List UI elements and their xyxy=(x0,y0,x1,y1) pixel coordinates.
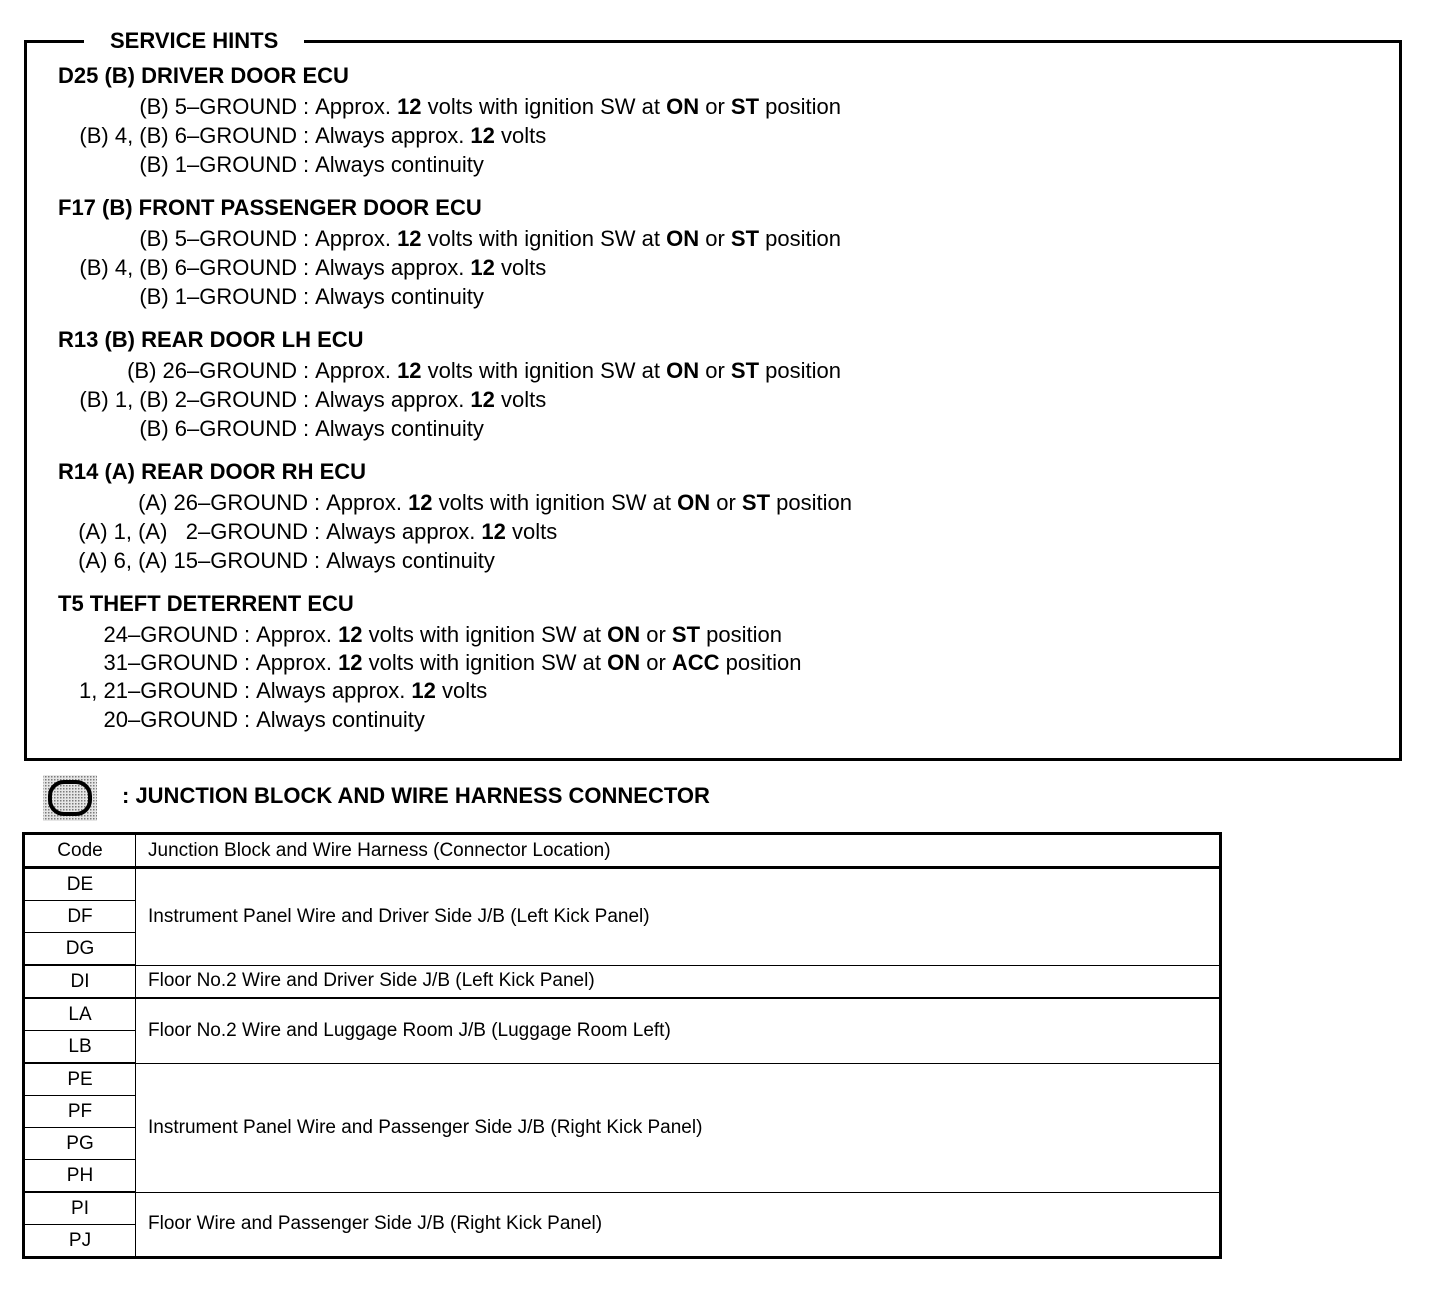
table-row xyxy=(24,998,1221,1031)
section-title-d25: D25 (B) DRIVER DOOR ECU xyxy=(58,63,349,88)
legend-label: : JUNCTION BLOCK AND WIRE HARNESS CONNECTOR xyxy=(122,783,710,808)
hint-line: (B) 4, (B) 6–GROUND : Always approx. 12 volts xyxy=(62,121,546,150)
location-cell: Floor Wire and Passenger Side J/B (Right Kick Panel) xyxy=(136,1192,1221,1258)
location-cell: Floor No.2 Wire and Luggage Room J/B (Luggage Room Left) xyxy=(136,998,1221,1063)
service-hints-title: SERVICE HINTS xyxy=(84,26,304,56)
pin-spec: (B) 1–GROUND xyxy=(139,284,297,309)
section-title-t5: T5 THEFT DETERRENT ECU xyxy=(58,591,354,616)
section-title-f17: F17 (B) FRONT PASSENGER DOOR ECU xyxy=(58,195,482,220)
code-cell: PF xyxy=(24,1096,136,1128)
pin-spec: (B) 4, (B) 6–GROUND xyxy=(79,123,297,148)
hint-line: 24–GROUND : Approx. 12 volts with ignition SW at ON or ST position xyxy=(62,620,782,649)
pin-spec: 31–GROUND xyxy=(103,650,238,675)
hint-line: 1, 21–GROUND : Always approx. 12 volts xyxy=(62,676,487,705)
location-column-header: Junction Block and Wire Harness (Connector Location) xyxy=(136,834,1221,868)
code-cell: PI xyxy=(24,1192,136,1225)
location-cell: Instrument Panel Wire and Driver Side J/B (Left Kick Panel) xyxy=(136,868,1221,966)
hint-line: (B) 1, (B) 2–GROUND : Always approx. 12 volts xyxy=(62,385,546,414)
table-row xyxy=(24,1063,1221,1096)
code-cell: LB xyxy=(24,1031,136,1064)
code-cell: PE xyxy=(24,1063,136,1096)
connector-symbol-icon xyxy=(42,773,98,823)
pin-spec: (A) 26–GROUND xyxy=(138,490,308,515)
code-cell: PH xyxy=(24,1160,136,1193)
code-cell: PG xyxy=(24,1128,136,1160)
location-cell: Floor No.2 Wire and Driver Side J/B (Left Kick Panel) xyxy=(136,965,1221,998)
pin-spec: (B) 1–GROUND xyxy=(139,152,297,177)
code-cell: DF xyxy=(24,901,136,933)
hint-line: (B) 26–GROUND : Approx. 12 volts with ignition SW at ON or ST position xyxy=(62,356,841,385)
code-cell: LA xyxy=(24,998,136,1031)
table-header-row xyxy=(24,834,1221,868)
pin-spec: (B) 1, (B) 2–GROUND xyxy=(79,387,297,412)
pin-spec: 24–GROUND xyxy=(103,622,238,647)
pin-spec: 20–GROUND xyxy=(103,707,238,732)
pin-spec: (A) 1, (A) 2–GROUND xyxy=(78,519,308,544)
hint-line: (B) 4, (B) 6–GROUND : Always approx. 12 volts xyxy=(62,253,546,282)
connector-table xyxy=(22,832,1222,1259)
hint-line: (B) 5–GROUND : Approx. 12 volts with ignition SW at ON or ST position xyxy=(62,92,841,121)
table-row xyxy=(24,965,1221,998)
hint-line: (B) 5–GROUND : Approx. 12 volts with ignition SW at ON or ST position xyxy=(62,224,841,253)
section-title-r14: R14 (A) REAR DOOR RH ECU xyxy=(58,459,367,484)
code-cell: DE xyxy=(24,868,136,901)
code-cell: DI xyxy=(24,965,136,998)
pin-spec: (B) 4, (B) 6–GROUND xyxy=(79,255,297,280)
table-row xyxy=(24,868,1221,901)
pin-spec: (B) 6–GROUND xyxy=(139,416,297,441)
hint-line: 20–GROUND : Always continuity xyxy=(62,705,425,734)
pin-spec: 1, 21–GROUND xyxy=(79,678,238,703)
hint-line: (B) 1–GROUND : Always continuity xyxy=(62,150,484,179)
pin-spec: (A) 6, (A) 15–GROUND xyxy=(78,548,308,573)
hint-line: (A) 6, (A) 15–GROUND : Always continuity xyxy=(62,546,495,575)
code-cell: PJ xyxy=(24,1225,136,1258)
hint-line: (B) 1–GROUND : Always continuity xyxy=(62,282,484,311)
code-column-header: Code xyxy=(24,834,136,868)
table-row xyxy=(24,1192,1221,1225)
hint-line: 31–GROUND : Approx. 12 volts with ignition SW at ON or ACC position xyxy=(62,648,802,677)
connector-legend xyxy=(42,773,842,823)
pin-spec: (B) 5–GROUND xyxy=(139,94,297,119)
pin-spec: (B) 26–GROUND xyxy=(127,358,297,383)
hint-line: (A) 1, (A) 2–GROUND : Always approx. 12 volts xyxy=(62,517,557,546)
section-title-r13: R13 (B) REAR DOOR LH ECU xyxy=(58,327,364,352)
pin-spec: (B) 5–GROUND xyxy=(139,226,297,251)
hint-line: (B) 6–GROUND : Always continuity xyxy=(62,414,484,443)
code-cell: DG xyxy=(24,933,136,966)
hint-line: (A) 26–GROUND : Approx. 12 volts with ignition SW at ON or ST position xyxy=(62,488,852,517)
location-cell: Instrument Panel Wire and Passenger Side J/B (Right Kick Panel) xyxy=(136,1063,1221,1192)
